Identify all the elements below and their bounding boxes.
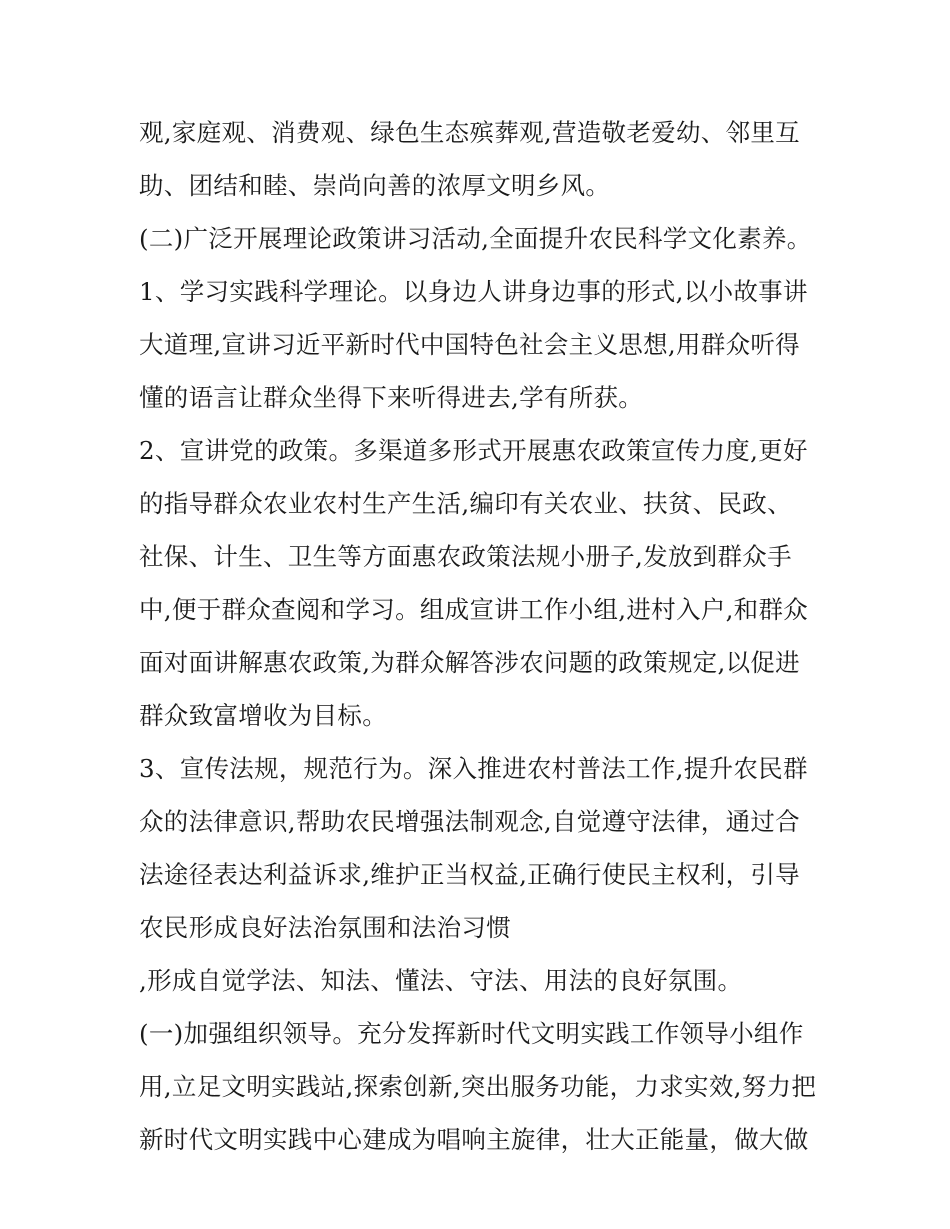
text-line: 懂的语言让群众坐得下来听得进去,学有所获。 — [139, 383, 644, 412]
text-line: 法途径表达利益诉求,维护正当权益,正确行使民主权利，引导 — [139, 860, 800, 889]
text-line: 新时代文明实践中心建成为唱响主旋律，壮大正能量，做大做 — [139, 1125, 809, 1154]
text-line: 大道理,宣讲习近平新时代中国特色社会主义思想,用群众听得 — [139, 330, 800, 359]
document-body — [139, 106, 839, 1166]
text-line: 众的法律意识,帮助农民增强法制观念,自觉遵守法律，通过合 — [139, 807, 800, 836]
text-line: 农民形成良好法治氛围和法治习惯 — [139, 913, 511, 942]
text-line: 面对面讲解惠农政策,为群众解答涉农问题的政策规定,以促进 — [139, 648, 800, 677]
text-line: 观,家庭观、消费观、绿色生态殡葬观,营造敬老爱幼、邻里互 — [139, 118, 800, 147]
text-line: ,形成自觉学法、知法、懂法、守法、用法的良好氛围。 — [139, 966, 743, 995]
text-line: 的指导群众农业农村生产生活,编印有关农业、扶贫、民政、 — [139, 489, 792, 518]
text-line: 群众致富增收为目标。 — [139, 701, 387, 730]
text-line: 用,立足文明实践站,探索创新,突出服务功能，力求实效,努力把 — [139, 1072, 817, 1101]
text-line: 3、宣传法规，规范行为。深入推进农村普法工作,提升农民群 — [139, 754, 808, 783]
text-line: 中,便于群众查阅和学习。组成宣讲工作小组,进村入户,和群众 — [139, 595, 809, 624]
text-line: 1、学习实践科学理论。以身边人讲身边事的形式,以小故事讲 — [139, 277, 808, 306]
section-heading: (一)加强组织领导。充分发挥新时代文明实践工作领导小组作 — [139, 1019, 804, 1048]
text-line: 社保、计生、卫生等方面惠农政策法规小册子,发放到群众手 — [139, 542, 792, 571]
text-line: 2、宣讲党的政策。多渠道多形式开展惠农政策宣传力度,更好 — [139, 436, 808, 465]
text-line: 助、团结和睦、崇尚向善的浓厚文明乡风。 — [139, 171, 611, 200]
section-heading: (二)广泛开展理论政策讲习活动,全面提升农民科学文化素养。 — [139, 224, 812, 253]
